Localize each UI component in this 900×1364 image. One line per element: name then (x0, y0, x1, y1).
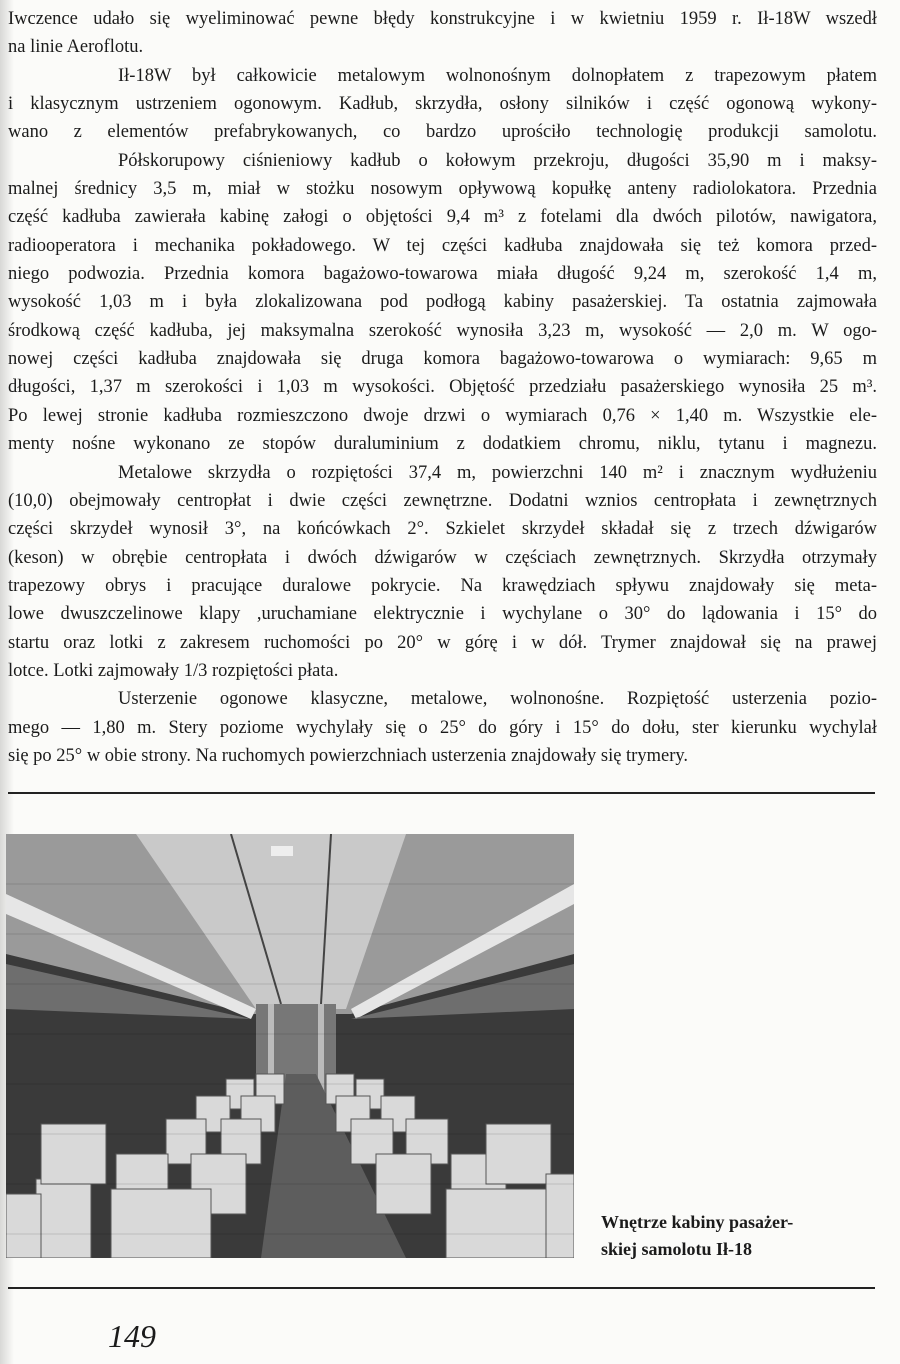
caption-line: skiej samolotu Ił-18 (601, 1239, 753, 1259)
text-line: lotce. Lotki zajmowały 1/3 rozpiętości płata. (8, 660, 339, 681)
text-line: malnej średnicy 3,5 m, miał w stożku nosowym opływową kopułkę anteny radiolokatora. Przednia (8, 179, 877, 200)
text-line: środkową część kadłuba, jej maksymalna szerokość wynosiła 3,23 m, wysokość — 2,0 m. W ogo- (8, 320, 877, 341)
top-divider (8, 792, 875, 794)
text-line: się po 25° w obie strony. Na ruchomych powierzchniach usterzenia znajdowały się trymery. (8, 745, 689, 766)
bottom-divider (8, 1287, 875, 1289)
page-number: 149 (108, 1318, 156, 1354)
text-line: radiooperatora i mechanika pokładowego. W tej części kadłuba znajdowała się też komora przed- (8, 235, 877, 256)
text-line: menty nośne wykonano ze stopów duraluminium z dodatkiem chromu, niklu, tytanu i magnezu. (8, 434, 877, 455)
paragraph-start: Ił-18W był całkowicie metalowym wolnonośnym dolnopłatem z trapezowym płatem (118, 65, 877, 86)
text-line: i klasycznym ustrzeniem ogonowym. Kadłub, skrzydła, osłony silników i część ogonową wykony- (8, 94, 877, 115)
text-line: mego — 1,80 m. Stery poziome wychylały się o 25° do góry i 15° do dołu, ster kierunku wychylał (8, 717, 877, 738)
text-line: startu oraz lotki z zakresem ruchomości po 20° w górę i w dół. Trymer znajdował się na prawej (8, 632, 877, 653)
text-line: części skrzydeł wynosił 3°, na końcówkach 2°. Szkielet skrzydeł składał się z trzech dźwigarów (8, 519, 877, 540)
paragraph-start: Usterzenie ogonowe klasyczne, metalowe, wolnonośne. Rozpiętość usterzenia pozio- (118, 689, 877, 710)
text-line: nowej części kadłuba znajdowała się druga komora bagażowo-towarowa o wymiarach: 9,65 m (8, 349, 877, 370)
text-line: niego podwozia. Przednia komora bagażowo-towarowa miała długość 9,24 m, szerokość 1,4 m, (8, 264, 877, 285)
text-line: trapezowy obrys i pracujące duralowe pokrycie. Na krawędziach spływu znajdowały się meta- (8, 575, 877, 596)
cabin-interior-photo (6, 834, 574, 1258)
text-line: (10,0) obejmowały centropłat i dwie części zewnętrzne. Dodatni wznios centropłata i zewnętrznych (8, 490, 877, 511)
text-line: na linie Aeroflotu. (8, 37, 144, 58)
paragraph-start: Półskorupowy ciśnieniowy kadłub o kołowym przekroju, długości 35,90 m i maksy- (118, 150, 877, 171)
body-text (8, 5, 877, 770)
text-line: wysokość 1,03 m i była zlokalizowana pod podłogą kabiny pasażerskiej. Ta ostatnia zajmowała (8, 292, 877, 313)
figure-caption (601, 1209, 793, 1263)
text-line: Po lewej stronie kadłuba rozmieszczono dwoje drzwi o wymiarach 0,76 × 1,40 m. Wszystkie ele- (8, 405, 877, 426)
text-line: lowe dwuszczelinowe klapy ,uruchamiane elektrycznie i wychylane o 30° do lądowania i 15° do (8, 604, 877, 625)
text-line: wano z elementów prefabrykowanych, co bardzo uprościło technologię produkcji samolotu. (8, 122, 877, 143)
text-line: (keson) w obrębie centropłata i dwóch dźwigarów w częściach zewnętrznych. Skrzydła otrzymały (8, 547, 877, 568)
text-line: Iwczence udało się wyeliminować pewne błędy konstrukcyjne i w kwietniu 1959 r. Ił-18W wszedł (8, 9, 877, 29)
text-line: długości, 1,37 m szerokości i 1,03 m wysokości. Objętość przedziału pasażerskiego wynosiła 25 m³. (8, 377, 877, 398)
paragraph-start: Metalowe skrzydła o rozpiętości 37,4 m, powierzchni 140 m² i znacznym wydłużeniu (118, 462, 877, 483)
caption-line: Wnętrze kabiny pasażer- (601, 1212, 794, 1232)
text-line: część kadłuba zawierała kabinę załogi o objętości 9,4 m³ z fotelami dla dwóch pilotów, nawigatora, (8, 207, 877, 228)
